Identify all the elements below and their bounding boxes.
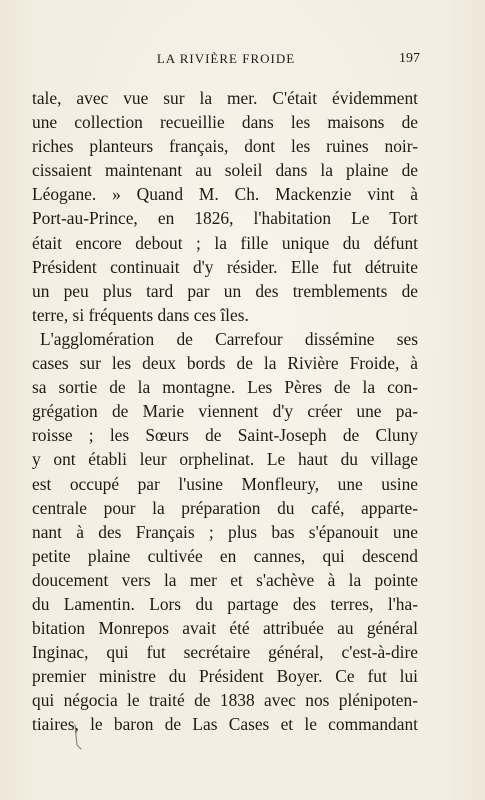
text-line: nant à des Français ; plus bas s'épanouit une [32,521,418,542]
page-number: 197 [399,51,420,66]
text-line: roisse ; les Sœurs de Saint-Joseph de Cluny [32,425,418,446]
running-title: LA RIVIÈRE FROIDE [156,51,296,66]
text-line: une collection recueillie dans les maisons de [32,112,418,133]
pencil-mark [73,723,83,751]
text-line: terre, si fréquents dans ces îles. [32,304,249,325]
text-line: grégation de Marie viennent d'y créer une pa- [32,401,418,422]
text-line: riches planteurs français, dont les ruines noir- [32,136,418,157]
text-line: tale, avec vue sur la mer. C'était évidemment [32,88,418,108]
text-line: qui négocia le traité de 1838 avec nos plénipoten- [32,690,418,711]
text-line: Inginac, qui fut secrétaire général, c'est-à-dire [32,642,418,663]
text-line: cissaient maintenant au soleil dans la plaine de [32,160,418,181]
text-line: L'agglomération de Carrefour dissémine ses [40,328,418,349]
text-line: cases sur les deux bords de la Rivière Froide, à [32,353,418,374]
text-line: Port-au-Prince, en 1826, l'habitation Le Tort [32,208,418,229]
text-line: y ont établi leur orphelinat. Le haut du village [32,449,418,470]
text-line: était encore debout ; la fille unique du défunt [32,232,418,253]
running-head [32,49,420,69]
text-line: sa sortie de la montagne. Les Pères de la con- [32,377,418,398]
text-line: bitation Monrepos avait été attribuée au général [32,618,418,639]
text-line: premier ministre du Président Boyer. Ce fut lui [32,666,418,687]
text-line: du Lamentin. Lors du partage des terres, l'ha- [32,593,418,614]
text-line: tiaires, le baron de Las Cases et le commandant [32,714,418,735]
text-line: petite plaine cultivée en cannes, qui descend [32,545,418,566]
text-line: Président continuait d'y résider. Elle fut détruite [32,256,418,277]
text-line: doucement vers la mer et s'achève à la pointe [32,569,418,590]
text-line: Léogane. » Quand M. Ch. Mackenzie vint à [32,184,418,205]
text-line: est occupé par l'usine Monfleury, une usine [32,473,418,494]
text-line: un peu plus tard par un des tremblements de [32,280,418,301]
text-line: centrale pour la préparation du café, apparte- [32,497,418,518]
body-text [32,86,418,737]
